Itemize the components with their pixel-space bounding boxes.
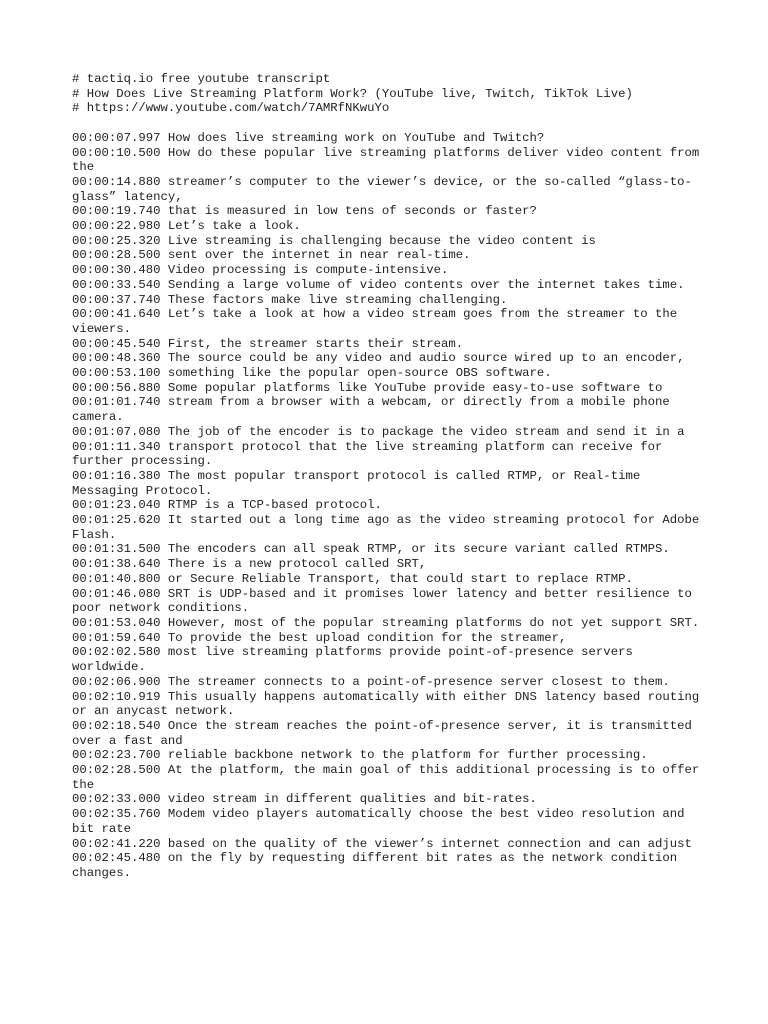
transcript-line: 00:01:46.080 SRT is UDP-based and it promises lower latency and better resilience to poor network conditions. — [72, 586, 700, 616]
transcript-line: 00:01:31.500 The encoders can all speak RTMP, or its secure variant called RTMPS. — [72, 542, 670, 557]
transcript-line: 00:02:06.900 The streamer connects to a point-of-presence server closest to them. — [72, 674, 670, 689]
transcript-line: 00:00:07.997 How does live streaming work on YouTube and Twitch? — [72, 130, 545, 145]
blank-line — [72, 116, 712, 131]
transcript-line: 00:02:35.760 Modem video players automatically choose the best video resolution and bit rate — [72, 807, 692, 836]
header-url-line: # https://www.youtube.com/watch/7AMRfNKwuYo — [72, 101, 390, 116]
transcript-line: 00:02:10.919 This usually happens automatically with either DNS latency based routing or an anycast network. — [72, 689, 707, 719]
transcript-line: 00:02:02.580 most live streaming platforms provide point-of-presence servers worldwide. — [72, 645, 641, 675]
transcript-line: 00:02:18.540 Once the stream reaches the point-of-presence server, it is transmitted over a fast and — [72, 718, 700, 748]
transcript-line: 00:01:59.640 To provide the best upload condition for the streamer, — [72, 630, 567, 645]
transcript-line: 00:02:28.500 At the platform, the main goal of this additional processing is to offer the — [72, 763, 707, 792]
transcript-document — [72, 72, 712, 881]
transcript-line: 00:00:25.320 Live streaming is challenging because the video content is — [72, 233, 596, 248]
transcript-line: 00:00:56.880 Some popular platforms like YouTube provide easy-to-use software to — [72, 380, 663, 395]
transcript-line: 00:00:22.980 Let’s take a look. — [72, 219, 301, 234]
transcript-line: 00:00:53.100 something like the popular open-source OBS software. — [72, 366, 552, 381]
transcript-line: 00:00:37.740 These factors make live streaming challenging. — [72, 292, 508, 307]
transcript-body — [72, 131, 712, 881]
transcript-line: 00:00:48.360 The source could be any video and audio source wired up to an encoder, — [72, 351, 685, 366]
transcript-line: 00:01:23.040 RTMP is a TCP-based protocol. — [72, 498, 382, 513]
transcript-line: 00:00:28.500 sent over the internet in near real-time. — [72, 248, 471, 263]
transcript-line: 00:01:25.620 It started out a long time ago as the video streaming protocol for Adobe Flash. — [72, 513, 707, 542]
transcript-line: 00:00:41.640 Let’s take a look at how a video stream goes from the streamer to the viewers. — [72, 307, 685, 336]
transcript-line: 00:00:30.480 Video processing is compute-intensive. — [72, 263, 449, 278]
transcript-line: 00:02:23.700 reliable backbone network to the platform for further processing. — [72, 748, 648, 763]
transcript-line: 00:01:38.640 There is a new protocol called SRT, — [72, 557, 427, 572]
header-title-line: # How Does Live Streaming Platform Work? (YouTube live, Twitch, TikTok Live) — [72, 86, 633, 101]
transcript-line: 00:01:40.800 or Secure Reliable Transport, that could start to replace RTMP. — [72, 571, 633, 586]
transcript-line: 00:02:45.480 on the fly by requesting different bit rates as the network condition changes. — [72, 851, 685, 880]
transcript-line: 00:02:33.000 video stream in different qualities and bit-rates. — [72, 792, 537, 807]
transcript-line: 00:00:14.880 streamer’s computer to the viewer’s device, or the so-called “glass-to-glass” latency, — [72, 174, 692, 204]
transcript-line: 00:02:41.220 based on the quality of the viewer’s internet connection and can adjust — [72, 836, 692, 851]
transcript-line: 00:01:01.740 stream from a browser with a webcam, or directly from a mobile phone camera. — [72, 395, 678, 425]
transcript-line: 00:01:16.380 The most popular transport protocol is called RTMP, or Real-time Messaging Protocol. — [72, 468, 648, 498]
transcript-line: 00:01:11.340 transport protocol that the live streaming platform can receive for further processing. — [72, 439, 670, 469]
transcript-line: 00:00:19.740 that is measured in low tens of seconds or faster? — [72, 204, 537, 219]
transcript-line: 00:01:07.080 The job of the encoder is to package the video stream and send it in a — [72, 424, 685, 439]
transcript-line: 00:00:33.540 Sending a large volume of video contents over the internet takes time. — [72, 277, 685, 292]
header-source-line: # tactiq.io free youtube transcript — [72, 72, 331, 86]
transcript-line: 00:01:53.040 However, most of the popular streaming platforms do not yet support SRT. — [72, 616, 700, 630]
transcript-line: 00:00:45.540 First, the streamer starts their stream. — [72, 336, 464, 351]
transcript-line: 00:00:10.500 How do these popular live streaming platforms deliver video content from the — [72, 145, 707, 175]
